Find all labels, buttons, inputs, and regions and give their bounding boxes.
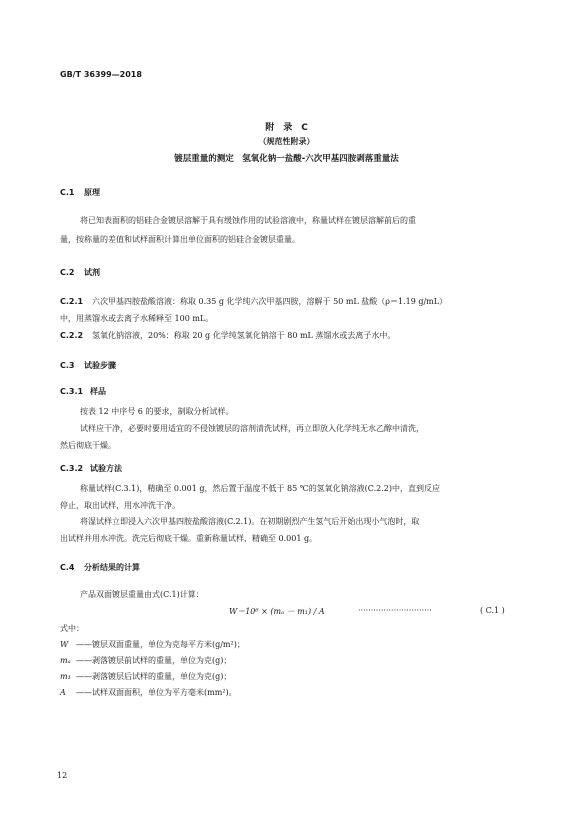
c32-line2: 停止，取出试样，用水冲洗干净。 xyxy=(60,501,180,510)
section-title: 样品 xyxy=(90,387,106,396)
definition-symbol: mₐ xyxy=(60,656,71,665)
definition-text: ——镀层双面重量，单位为克每平方米(g/m²)； xyxy=(76,640,245,649)
section-number: C.1 xyxy=(60,188,75,197)
section-number: C.2 xyxy=(60,268,75,277)
section-c4-heading xyxy=(60,562,140,573)
definition-item xyxy=(60,687,237,698)
section-title: 试剂 xyxy=(84,268,100,277)
section-title: 原理 xyxy=(84,188,100,197)
section-number: C.4 xyxy=(60,563,75,572)
definition-item xyxy=(60,639,245,650)
section-c32-heading xyxy=(60,463,122,474)
formula: W＝10⁶ × (mₐ － m₁) / A xyxy=(229,607,325,616)
clause-number: C.2.2 xyxy=(60,331,84,340)
definition-symbol: W xyxy=(60,640,69,649)
appendix-type: （规范性附录） xyxy=(258,137,315,146)
section-number: C.3 xyxy=(60,361,75,370)
section-title: 试验方法 xyxy=(90,464,122,473)
section-c1-heading xyxy=(60,187,100,198)
c21-line2: 中，用蒸馏水或去离子水稀释至 100 mL。 xyxy=(60,314,214,323)
definition-text: ——剥落镀层前试样的重量，单位为克(g)； xyxy=(76,656,232,665)
c32-line3: 将湿试样立即浸入六次甲基四胺盐酸溶液(C.2.1)。在初期剧烈产生氢气后开始出现小气泡时，取 xyxy=(80,517,420,526)
section-title: 试验步骤 xyxy=(84,361,116,370)
appendix-title: 附 录 C xyxy=(265,123,308,133)
section-number: C.3.1 xyxy=(60,387,84,396)
where-label: 式中： xyxy=(60,624,84,633)
c1-paragraph-line1: 将已知表面积的铝硅合金镀层溶解于具有缓蚀作用的试验溶液中，称量试样在镀层溶解前后的重 xyxy=(80,216,416,225)
definition-item xyxy=(60,655,231,666)
section-c2-heading xyxy=(60,267,100,278)
c22-line1 xyxy=(60,330,395,341)
standard-number: GB/T 36399—2018 xyxy=(60,70,142,79)
c1-paragraph-line2: 量，按称量的差值和试样面积计算出单位面积的铝硅合金镀层重量。 xyxy=(60,235,300,244)
section-number: C.3.2 xyxy=(60,464,84,473)
clause-number: C.2.1 xyxy=(60,297,84,306)
clause-text: 六次甲基四胺盐酸溶液：称取 0.35 g 化学纯六次甲基四胺，溶解于 50 mL 盐酸（ρ＝1.19 g/mL） xyxy=(92,297,448,306)
section-title: 分析结果的计算 xyxy=(84,563,140,572)
c32-line4: 出试样并用水冲洗。洗完后彻底干燥。重新称量试样，精确至 0.001 g。 xyxy=(60,534,318,543)
appendix-subtitle: 镀层重量的测定 氢氧化钠一盐酸-六次甲基四胺剥落重量法 xyxy=(174,154,399,164)
c4-intro: 产品双面镀层重量由式(C.1)计算： xyxy=(80,590,204,599)
definition-item xyxy=(60,671,231,682)
definition-symbol: A xyxy=(60,688,66,697)
equation-leader-dots: ····························· xyxy=(358,606,432,615)
c31-line3: 然后彻底干燥。 xyxy=(60,441,116,450)
page-number: 12 xyxy=(57,771,68,780)
section-c3-heading xyxy=(60,360,116,371)
c21-line1 xyxy=(60,296,447,307)
definition-text: ——剥落镀层后试样的重量，单位为克(g)； xyxy=(76,672,232,681)
c32-line1: 称量试样(C.3.1)，精确至 0.001 g，然后置于温度不低于 85 ℃的氢氧化钠溶液(C.2.2)中，直到反应 xyxy=(80,484,441,493)
section-c31-heading xyxy=(60,386,106,397)
clause-text: 氢氧化钠溶液，20%：称取 20 g 化学纯氢氧化钠溶于 80 mL 蒸馏水或去离子水中。 xyxy=(92,331,396,340)
definition-symbol: m₁ xyxy=(60,672,71,681)
definition-text: ——试样双面面积，单位为平方毫米(mm²)。 xyxy=(76,688,237,697)
c31-line2: 试样应干净，必要时要用适宜的不侵蚀镀层的溶剂清洗试样，再立即放入化学纯无水乙醇中清洗， xyxy=(80,424,424,433)
c31-line1: 按表 12 中序号 6 的要求，制取分析试样。 xyxy=(80,407,234,416)
equation-number: ( C.1 ) xyxy=(480,606,505,615)
